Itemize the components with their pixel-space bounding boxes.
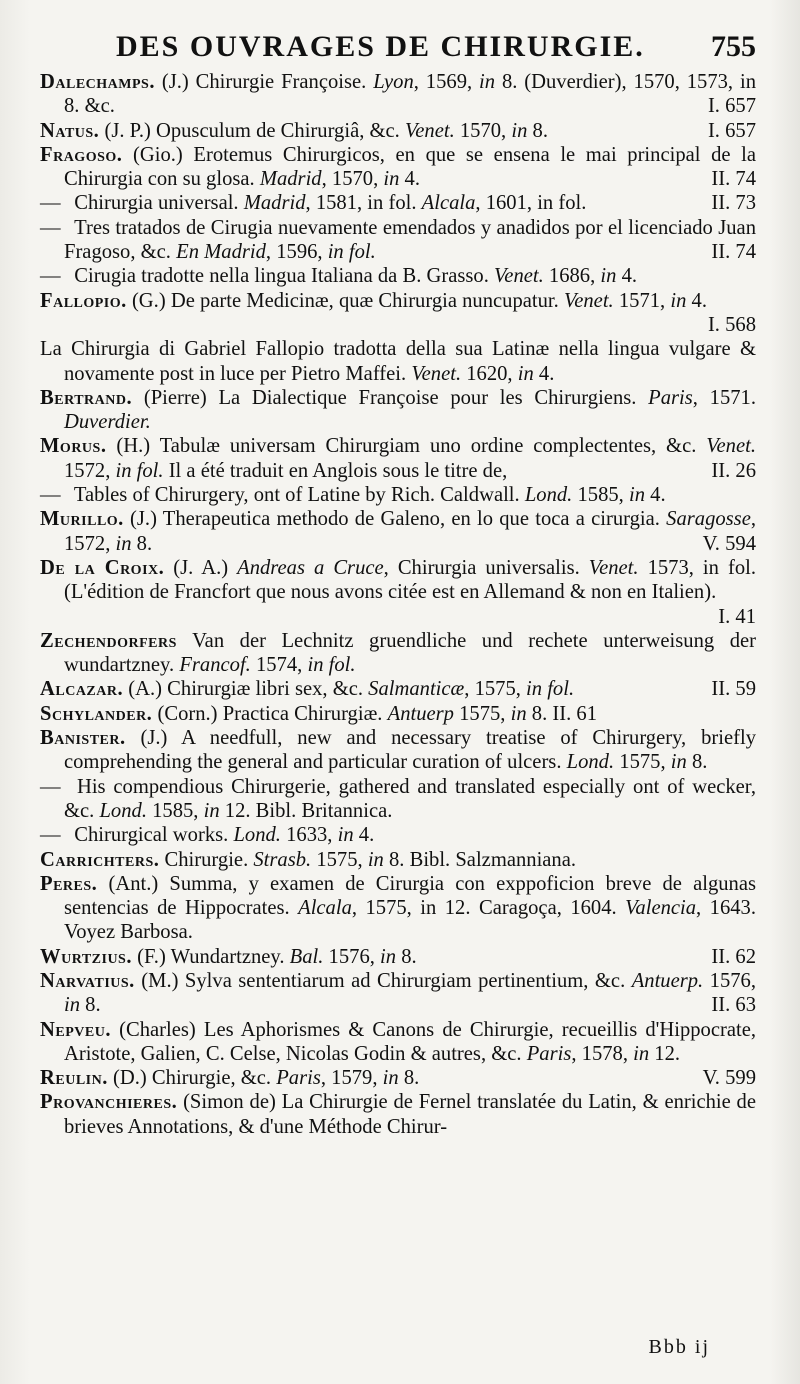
entry-text: , 1601, in fol. <box>475 192 587 215</box>
entry-text: 8. <box>80 994 101 1017</box>
entry-text: 1620, <box>461 362 518 385</box>
bibliography-entry <box>40 216 756 265</box>
entry-author: Reulin. <box>40 1067 108 1090</box>
entry-author: Provanchieres. <box>40 1091 178 1114</box>
entry-format: in <box>510 702 527 725</box>
entry-text: Chirurgical works. <box>69 824 234 847</box>
entry-format: in fol. <box>115 459 164 482</box>
entry-text: 1585, <box>572 484 629 507</box>
entry-text: , Chirurgia universalis. <box>383 556 589 579</box>
entry-text: 1572, <box>64 459 116 482</box>
entry-text: (Simon de) La Chirurgie de Fernel translatée du Latin, & enrichie de brieves Annotations, & d'une Méthode Chirur- <box>64 1091 756 1138</box>
bibliography-entry <box>40 629 756 678</box>
bibliography-entry <box>40 337 756 386</box>
bibliography-entry <box>40 386 756 435</box>
entry-text: 1576, <box>703 969 757 992</box>
entry-author: Alcazar. <box>40 678 124 701</box>
entry-format: Duverdier. <box>64 411 151 434</box>
running-title: DES OUVRAGES DE CHIRURGIE. <box>116 30 645 63</box>
bibliography-entry <box>40 677 756 701</box>
entry-text: 1571, <box>613 289 671 312</box>
entry-text: 8. <box>396 945 417 968</box>
entry-format: in <box>670 289 687 312</box>
entry-reference: V. 599 <box>702 1067 756 1090</box>
entry-text: (G.) De parte Medicinæ, quæ Chirurgia nuncupatur. <box>126 289 564 312</box>
entry-author: Fallopio. <box>40 289 127 312</box>
bibliography-entry <box>40 702 756 726</box>
entry-place: Bal. <box>289 945 324 968</box>
entry-author: Schylander. <box>40 702 153 725</box>
entry-author: Narvatius. <box>40 969 135 992</box>
entry-text: 8. II. 61 <box>526 702 597 725</box>
entry-place: Lond. <box>524 484 573 507</box>
entry-text: , 1569, <box>413 71 480 93</box>
bibliography-entry <box>40 1018 756 1067</box>
entry-place: Venet. <box>494 265 544 288</box>
entry-text: (F.) Wundartzney. <box>132 945 290 968</box>
entry-text: 8. <box>686 751 708 774</box>
entry-author: Fragoso. <box>40 143 123 166</box>
entry-text: (Ant.) Summa, y examen de Cirurgia con exppoficion breve de algunas sentencias de Hippocrates. <box>64 872 756 920</box>
entry-place: Lyon <box>373 71 414 93</box>
entry-author: — <box>40 484 62 507</box>
bibliography-entry <box>40 264 756 288</box>
bibliography-entry <box>40 289 756 338</box>
entry-text: 4. <box>533 362 555 385</box>
entry-text: Tres tratados de Cirugia nuevamente emendados y anadidos por el licenciado Juan Fragoso, &c. <box>64 216 756 264</box>
entry-author: Wurtzius. <box>40 945 132 968</box>
entry-place: Madrid <box>243 192 306 215</box>
entry-author: Zechendorfers <box>40 629 177 652</box>
entry-place: Paris <box>648 386 693 409</box>
entry-author: Murillo. <box>40 508 124 531</box>
entry-text: , 1596, <box>265 241 328 264</box>
entry-text: 8. <box>527 119 548 142</box>
bibliography-entry <box>40 945 756 969</box>
bibliography-entry <box>40 434 756 483</box>
entry-text: (J.) Therapeutica methodo de Galeno, en lo que toca a cirurgia. <box>123 508 667 531</box>
entry-format: in <box>628 484 645 507</box>
entry-text: 4. <box>616 265 638 288</box>
entry-text: (D.) Chirurgie, &c. <box>107 1067 277 1090</box>
entry-text: La Chirurgia di Gabriel Fallopio tradotta della sua Latinæ nella lingua vulgare & novamente post in luce per Pietro Maffei. <box>40 338 756 385</box>
entry-format: in <box>337 824 354 847</box>
entry-text: 12. Bibl. Britannica. <box>219 799 393 822</box>
entry-text: , 1571. <box>692 386 756 409</box>
entry-text: 12. <box>649 1042 681 1065</box>
entry-format: in <box>517 362 534 385</box>
entry-format: in <box>382 1067 399 1090</box>
bibliography-entry <box>40 1090 756 1139</box>
entry-place: Madrid <box>259 168 322 191</box>
entry-place: Strasb. <box>253 848 312 871</box>
entry-text: , 1578, <box>571 1042 634 1065</box>
entry-reference: II. 26 <box>711 459 756 482</box>
entry-author: — <box>40 265 62 288</box>
entry-text: (J. A.) <box>164 556 238 579</box>
entry-reference: II. 59 <box>711 678 756 701</box>
entry-format: in <box>383 168 400 191</box>
bibliography-entry <box>40 969 756 1018</box>
entry-text: Chirurgie. <box>159 848 254 871</box>
entry-author: — <box>40 824 62 847</box>
entry-place: Lond. <box>99 799 147 822</box>
entry-text: His compendious Chirurgerie, gathered and translated especially ont of wecker, &c. <box>64 775 756 822</box>
entry-reference: I. 568 <box>707 313 756 336</box>
bibliography-entry <box>40 70 756 119</box>
entry-reference: II. 74 <box>711 241 756 264</box>
entry-reference: V. 594 <box>702 532 756 555</box>
entry-text: 1570, <box>454 119 512 142</box>
entry-place: Venet. <box>706 435 756 458</box>
entry-author: — <box>40 216 62 239</box>
bibliography-entry <box>40 143 756 192</box>
entry-text: 1575, <box>614 751 671 774</box>
entry-author: Dalechamps. <box>40 71 155 93</box>
entry-place: Venet. <box>563 289 614 312</box>
bibliography-entry <box>40 483 756 507</box>
entry-place: Venet. <box>404 119 455 142</box>
entry-author: Banister. <box>40 727 126 750</box>
entry-author: Morus. <box>40 435 107 458</box>
entry-text: 4. <box>353 824 375 847</box>
entry-text: , 1572, <box>64 508 756 555</box>
entry-author: Carrichters. <box>40 848 160 871</box>
bibliography-entry <box>40 556 756 629</box>
bibliography-entry <box>40 507 756 556</box>
entry-format: in fol. <box>307 654 356 677</box>
bibliography-list <box>40 70 756 1139</box>
entry-text: (A.) Chirurgiæ libri sex, &c. <box>123 678 369 701</box>
entry-format: in <box>670 751 687 774</box>
entry-format: in fol. <box>327 241 376 264</box>
entry-place: Alcala <box>298 897 352 920</box>
entry-text: 1575, <box>311 848 368 871</box>
entry-text: 4. <box>399 168 420 191</box>
entry-text: , 1643. Voyez Barbosa. <box>64 897 756 944</box>
entry-text: 1686, <box>543 265 601 288</box>
entry-text: (Charles) Les Aphorismes & Canons de Chirurgie, recueillis d'Hippocrate, Aristote, Galien, C. Celse, Nicolas Godin & autres, &c. <box>64 1018 756 1065</box>
entry-reference: I. 41 <box>718 605 756 628</box>
bibliography-entry <box>40 119 756 143</box>
entry-text: 8. <box>131 532 153 555</box>
entry-place: Salmanticæ <box>368 678 465 701</box>
printer-signature: Bbb ij <box>648 1336 710 1358</box>
entry-text: , 1570, <box>321 168 384 191</box>
entry-reference: II. 62 <box>711 945 756 968</box>
entry-text: 1576, <box>323 945 381 968</box>
bibliography-entry <box>40 872 756 945</box>
entry-reference: I. 657 <box>707 95 756 118</box>
entry-place: Paris <box>526 1042 572 1065</box>
entry-text: 1575, <box>453 702 511 725</box>
entry-author: — <box>40 192 62 215</box>
entry-author: De la Croix. <box>40 556 165 579</box>
entry-text: Tables of Chirurgery, ont of Latine by Rich. Caldwall. <box>69 484 525 507</box>
entry-format: Venet. <box>588 556 639 579</box>
entry-text: , 1575, <box>464 678 527 701</box>
entry-author: Bertrand. <box>40 386 133 409</box>
entry-text: (M.) Sylva sententiarum ad Chirurgiam pertinentium, &c. <box>134 969 632 992</box>
entry-text: (Pierre) La Dialectique Françoise pour les Chirurgiens. <box>132 386 649 409</box>
entry-text: , 1579, <box>320 1067 383 1090</box>
entry-text: Chirurgia universal. <box>69 192 244 215</box>
entry-place: Antuerp <box>387 702 454 725</box>
entry-text: (J.) A needfull, new and necessary treatise of Chirurgery, briefly comprehending the general and particular curation of ulcers. <box>64 727 756 774</box>
entry-text: , 1581, in fol. <box>305 192 422 215</box>
entry-format: in <box>479 71 496 93</box>
entry-place: En Madrid <box>176 241 266 264</box>
entry-text: 1574, <box>250 654 308 677</box>
entry-place: Andreas a Cruce <box>237 556 384 579</box>
entry-text: 8. (Duverdier), 1570, 1573, in 8. &c. <box>64 71 756 118</box>
bibliography-entry <box>40 191 756 215</box>
entry-text: (J.) Chirurgie Françoise. <box>154 71 374 93</box>
entry-text: 8. <box>398 1067 420 1090</box>
entry-format: in <box>115 532 132 555</box>
entry-text: 1633, <box>280 824 338 847</box>
entry-format: in <box>511 119 528 142</box>
entry-text: Il a été traduit en Anglois sous le titre de, <box>163 459 508 482</box>
entry-text: 1573, in fol. (L'édition de Francfort que nous avons citée est en Allemand & non en Italien). <box>64 556 756 604</box>
bibliography-entry <box>40 848 756 872</box>
entry-format: in fol. <box>526 678 575 701</box>
entry-place: Saragosse <box>666 508 751 531</box>
bibliography-entry <box>40 823 756 847</box>
entry-reference: II. 74 <box>711 168 756 191</box>
entry-place: Antuerp. <box>631 969 704 992</box>
entry-author: Peres. <box>40 872 98 895</box>
page-number: 755 <box>711 30 756 63</box>
entry-format: in <box>633 1042 650 1065</box>
entry-text: (J. P.) Opusculum de Chirurgiâ, &c. <box>99 119 405 142</box>
running-header <box>40 30 756 64</box>
entry-format: in <box>600 265 617 288</box>
entry-text: (Corn.) Practica Chirurgiæ. <box>152 702 388 725</box>
entry-place: Lond. <box>233 824 281 847</box>
entry-format: in <box>64 994 81 1017</box>
entry-format: Alcala <box>421 192 476 215</box>
entry-text: , 1575, in 12. Caragoça, 1604. <box>351 897 626 920</box>
entry-reference: II. 73 <box>711 192 756 215</box>
entry-place: Francof. <box>179 654 251 677</box>
entry-text: Cirugia tradotte nella lingua Italiana da B. Grasso. <box>69 265 495 288</box>
entry-place: Paris <box>276 1067 321 1090</box>
bibliography-entry <box>40 775 756 824</box>
entry-reference: I. 657 <box>707 119 756 142</box>
entry-format: in <box>367 848 384 871</box>
entry-place: Venet. <box>411 362 462 385</box>
entry-text: 8. Bibl. Salzmanniana. <box>383 848 577 871</box>
entry-text: 4. <box>686 289 707 312</box>
entry-author: Natus. <box>40 119 100 142</box>
bibliography-entry <box>40 726 756 775</box>
entry-format: in <box>380 945 397 968</box>
entry-author: Nepveu. <box>40 1018 111 1041</box>
entry-reference: II. 63 <box>711 994 756 1017</box>
entry-format: Valencia <box>625 897 697 920</box>
bibliography-entry <box>40 1066 756 1090</box>
entry-text: 4. <box>645 484 666 507</box>
entry-text: (Gio.) Erotemus Chirurgicos, en que se ensena le mai principal de la Chirurgia con su glosa. <box>64 143 756 191</box>
entry-place: Lond. <box>566 751 615 774</box>
entry-text: 1585, <box>146 799 204 822</box>
entry-text: Van der Lechnitz gruendliche und rechete unterweisung der wundartzney. <box>64 629 756 677</box>
entry-author: — <box>40 775 62 798</box>
entry-format: in <box>203 799 220 822</box>
entry-text: (H.) Tabulæ universam Chirurgiam uno ordine complectentes, &c. <box>106 435 707 458</box>
